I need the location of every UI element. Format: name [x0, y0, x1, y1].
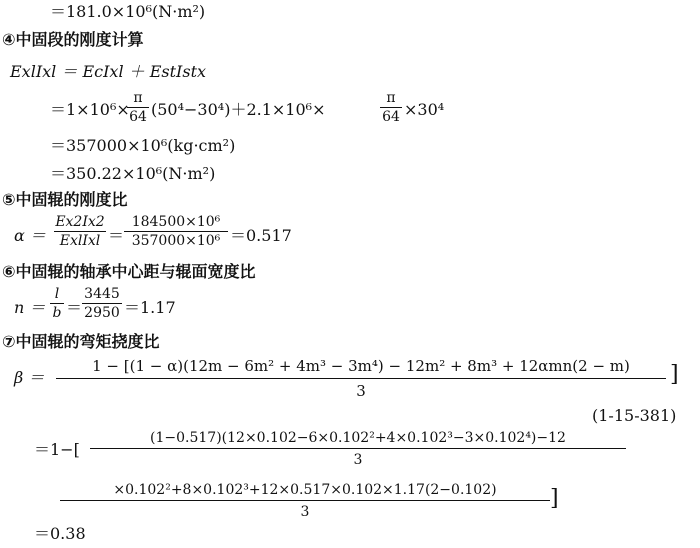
- beta-calc-denominator-1: 3: [353, 452, 363, 468]
- fraction-pi-over-64-b: [380, 90, 402, 125]
- alpha-symbol: α ＝: [14, 226, 46, 245]
- beta-numerator: 1 − [(1 − α)(12m − 6m² + 4m³ − 3m⁴) − 12m² + 8m³ + 12αmn(2 − m): [92, 357, 630, 375]
- beta-calc-numerator-2: ×0.102²+8×0.102³+12×0.517×0.102×1.17(2−0.102): [113, 482, 497, 498]
- equals-sign: ＝: [108, 226, 125, 245]
- fraction-denominator: 357000×10⁶: [131, 233, 221, 249]
- equation-number: (1-15-381): [592, 406, 677, 425]
- beta-calc-denominator-2: 3: [300, 504, 310, 520]
- fraction-denominator: ExlIxl: [59, 233, 101, 249]
- result-line-stiffness-nm: ＝181.0×10⁶(N·m²): [50, 2, 206, 21]
- fraction-denominator: 2950: [84, 305, 120, 321]
- beta-fraction-bar: [56, 378, 666, 379]
- stiffness-result-nm: ＝350.22×10⁶(N·m²): [50, 164, 216, 183]
- beta-calc-bar-2: [60, 500, 550, 501]
- alpha-result: ＝0.517: [230, 226, 292, 245]
- beta-calc-numerator-1: (1−0.517)(12×0.102−6×0.102²+4×0.102³−3×0.102⁴)−12: [150, 430, 566, 446]
- beta-denominator: 3: [356, 382, 366, 400]
- fraction-numerator: 184500×10⁶: [124, 214, 228, 232]
- alpha-fraction-numeric: [124, 214, 228, 249]
- beta-calc-bar-1: [90, 448, 626, 449]
- stiffness-equation: ExlIxl ＝ EcIxl ＋ EstIstx: [10, 62, 207, 81]
- fraction-numerator: 3445: [82, 286, 122, 304]
- fraction-pi-over-64-a: [127, 90, 149, 125]
- n-symbol: n ＝: [14, 298, 46, 317]
- beta-close-bracket: ]: [670, 362, 679, 387]
- section-heading-4: ④中固段的刚度计算: [2, 30, 144, 49]
- section-heading-7: ⑦中固辊的弯矩挠度比: [2, 332, 160, 351]
- section-heading-5: ⑤中固辊的刚度比: [2, 190, 128, 209]
- beta-calc-prefix: ＝1−[: [34, 440, 80, 459]
- fraction-denominator: 64: [129, 109, 147, 125]
- fraction-numerator: π: [380, 90, 402, 108]
- beta-calc-close-bracket: ]: [550, 486, 559, 511]
- stiffness-calc-middle: (50⁴−30⁴)＋2.1×10⁶×: [151, 100, 326, 119]
- stiffness-calc-prefix: ＝1×10⁶×: [50, 100, 130, 119]
- fraction-numerator: π: [127, 90, 149, 108]
- n-fraction-numeric: [82, 286, 122, 321]
- fraction-denominator: b: [52, 305, 62, 321]
- stiffness-result-kgcm: ＝357000×10⁶(kg·cm²): [50, 136, 236, 155]
- stiffness-calc-suffix: ×30⁴: [404, 100, 445, 119]
- beta-symbol: β ＝: [14, 368, 45, 387]
- fraction-numerator: l: [50, 286, 64, 304]
- section-heading-6: ⑥中固辊的轴承中心距与辊面宽度比: [2, 262, 256, 281]
- fraction-numerator: Ex2Ix2: [55, 214, 105, 230]
- fraction-denominator: 64: [382, 109, 400, 125]
- beta-result: ＝0.38: [34, 524, 86, 543]
- n-fraction-symbolic: [50, 286, 64, 321]
- equals-sign: ＝: [66, 298, 83, 317]
- n-result: ＝1.17: [124, 298, 176, 317]
- alpha-fraction-symbolic: [54, 214, 106, 249]
